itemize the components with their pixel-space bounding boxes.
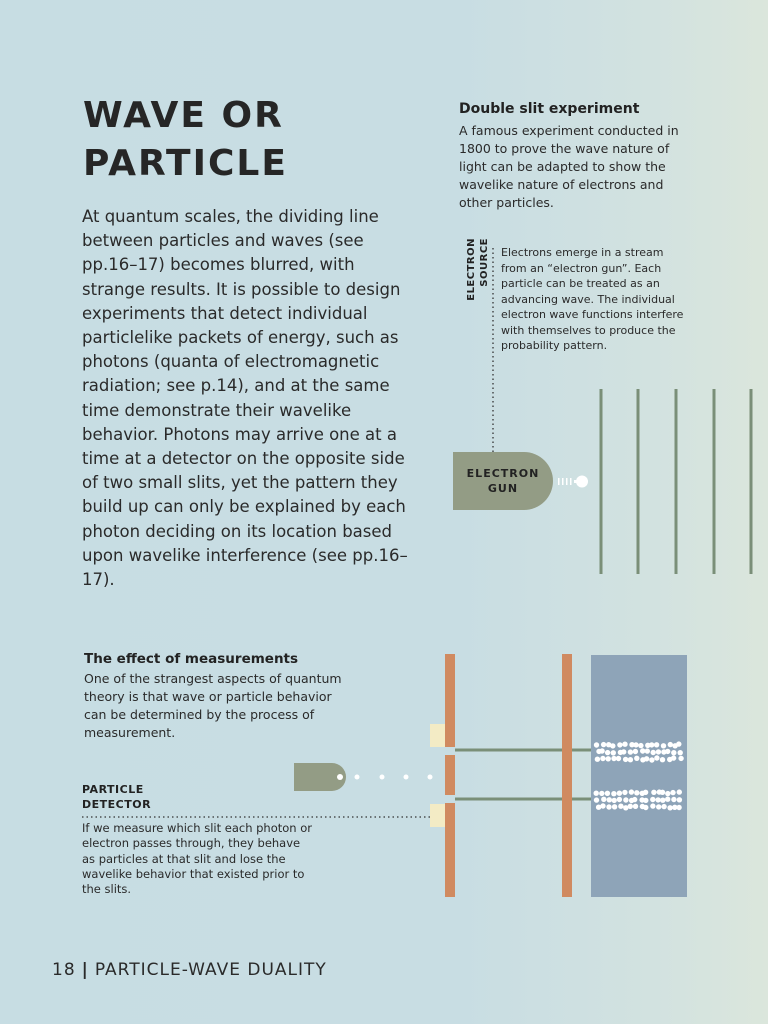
particle-hit-dot [649, 757, 654, 762]
double-slit-text: A famous experiment conducted in 1800 to prove the wave nature of light can be adapted to show the wavelike nature of electrons and other particles. [459, 123, 679, 210]
particle-hit-dot [678, 750, 683, 755]
particle-hit-dot [600, 756, 605, 761]
second-barrier [562, 654, 572, 897]
particle-hit-dot [628, 804, 633, 809]
particle-hit-dot [671, 755, 676, 760]
particle-hit-dot [600, 803, 605, 808]
particle-hit-dot [665, 749, 670, 754]
particle-hit-dot [650, 797, 655, 802]
section-title: PARTICLE-WAVE DUALITY [94, 960, 327, 980]
particle-hit-dot [611, 791, 616, 796]
particle-hit-dot [665, 791, 670, 796]
particle-detector-text: If we measure which slit each photon or electron passes through, they behave as particles at that slit and lose the wavelike behavior that existed prior to the slits. [82, 821, 313, 897]
particle-hit-dot [671, 797, 676, 802]
particle-detector-label: PARTICLE DETECTOR [82, 783, 152, 811]
particle-hit-dot [660, 798, 665, 803]
particle-hit-dot [634, 790, 639, 795]
particle-hit-dot [667, 805, 672, 810]
particle-hit-dot [594, 791, 599, 796]
particle-hit-dot [678, 756, 683, 761]
particle-hit-dot [633, 804, 638, 809]
page-footer: 18 | PARTICLE-WAVE DUALITY [52, 960, 327, 980]
particle-hit-dot [676, 741, 681, 746]
particle-hit-dot [643, 790, 648, 795]
particle-hit-dot [670, 790, 675, 795]
particle-hit-dot [601, 742, 606, 747]
particle-hit-dot [654, 755, 659, 760]
particle-hit-dot [656, 749, 661, 754]
particle-hit-dot [601, 797, 606, 802]
particle-hit-dot [594, 742, 599, 747]
particle-hit-dot [644, 756, 649, 761]
particle-hit-dot [616, 756, 621, 761]
particle-hit-dot [611, 750, 616, 755]
particle-hit-dot [634, 756, 639, 761]
electron-source-label: ELECTRON SOURCE [466, 238, 490, 301]
particle-hit-dot [612, 804, 617, 809]
particle-hit-dot [623, 797, 628, 802]
page-title: WAVE OR PARTICLE [83, 95, 288, 184]
particle-hit-dot [645, 748, 650, 753]
particle-hit-dot [612, 798, 617, 803]
gun-emitter [558, 476, 588, 488]
particle-hit-dot [661, 804, 666, 809]
particle-detector-shape [294, 763, 433, 791]
particle-hit-dot [599, 748, 604, 753]
particle-hit-dot [654, 742, 659, 747]
slit-detector-boxes [430, 724, 445, 827]
particle-hit-dot [618, 804, 623, 809]
particle-hit-dot [640, 748, 645, 753]
intro-paragraph: At quantum scales, the dividing line between particles and waves (see pp.16–17) becomes blurred, with strange results. It is possible to design experiments that detect individual particlelike packets of energy, such as photons (quanta of electromagnetic radiation; see p.14), and at the same time demonstrate their wavelike behavior. Photons may arrive one at a time at a detector on the opposite side of two small slits, yet the pattern they build up can only be explained by each photon deciding on its location based upon wavelike interference (see pp.16–17). [82, 207, 408, 590]
particle-hit-dot [599, 791, 604, 796]
particle-hit-dot [660, 790, 665, 795]
particle-hit-dot [605, 750, 610, 755]
particle-hit-dot [628, 749, 633, 754]
particle-hit-dot [606, 804, 611, 809]
particle-hit-dot [649, 742, 654, 747]
particle-hit-dot [651, 750, 656, 755]
electron-gun-label: ELECTRON GUN [466, 467, 540, 495]
wavefront-lines [601, 389, 751, 574]
particle-hit-dot [622, 790, 627, 795]
particle-hit-dot [638, 743, 643, 748]
particle-hit-dot [605, 791, 610, 796]
particle-hit-dot [643, 798, 648, 803]
particle-hit-dot [650, 803, 655, 808]
particle-hit-dot [607, 797, 612, 802]
particle-hit-dot [660, 757, 665, 762]
particle-hit-dot [595, 757, 600, 762]
particle-hit-dot [617, 742, 622, 747]
detection-screen [591, 655, 687, 897]
measurement-heading: The effect of measurements [84, 651, 299, 667]
particle-hit-dot [656, 804, 661, 809]
particle-hit-dot [655, 797, 660, 802]
particle-hit-dot [643, 805, 648, 810]
slit-barrier [445, 654, 455, 897]
particle-hit-dot [677, 797, 682, 802]
particle-hit-dot [617, 797, 622, 802]
particle-hit-dot [651, 790, 656, 795]
particle-hit-dot [668, 742, 673, 747]
particle-hit-dot [594, 797, 599, 802]
particle-hit-dot [617, 791, 622, 796]
particle-hit-dot [671, 750, 676, 755]
particle-hit-dot [633, 742, 638, 747]
electron-source-text: Electrons emerge in a stream from an “electron gun”. Each particle can be treated as an advancing wave. The individual electron wave functions interfere with themselves to produce the probability pattern. [501, 246, 684, 352]
particle-hit-dot [661, 743, 666, 748]
particle-hit-dot [623, 757, 628, 762]
particle-hit-dot [665, 797, 670, 802]
double-slit-heading: Double slit experiment [459, 101, 640, 117]
particle-hit-dot [633, 749, 638, 754]
measurement-text: One of the strangest aspects of quantum theory is that wave or particle behavior can be determined by the process of measurement. [84, 671, 342, 740]
particle-hit-dot [628, 757, 633, 762]
particle-hit-dot [632, 797, 637, 802]
particle-hit-dot [676, 805, 681, 810]
electron-gun [453, 452, 553, 510]
particle-hit-dot [677, 789, 682, 794]
particle-hit-dot [610, 743, 615, 748]
particle-hit-dot [621, 749, 626, 754]
page-number: 18 [52, 960, 76, 980]
particle-hit-dot [606, 756, 611, 761]
particle-hit-dot [622, 742, 627, 747]
particle-hit-dot [629, 789, 634, 794]
